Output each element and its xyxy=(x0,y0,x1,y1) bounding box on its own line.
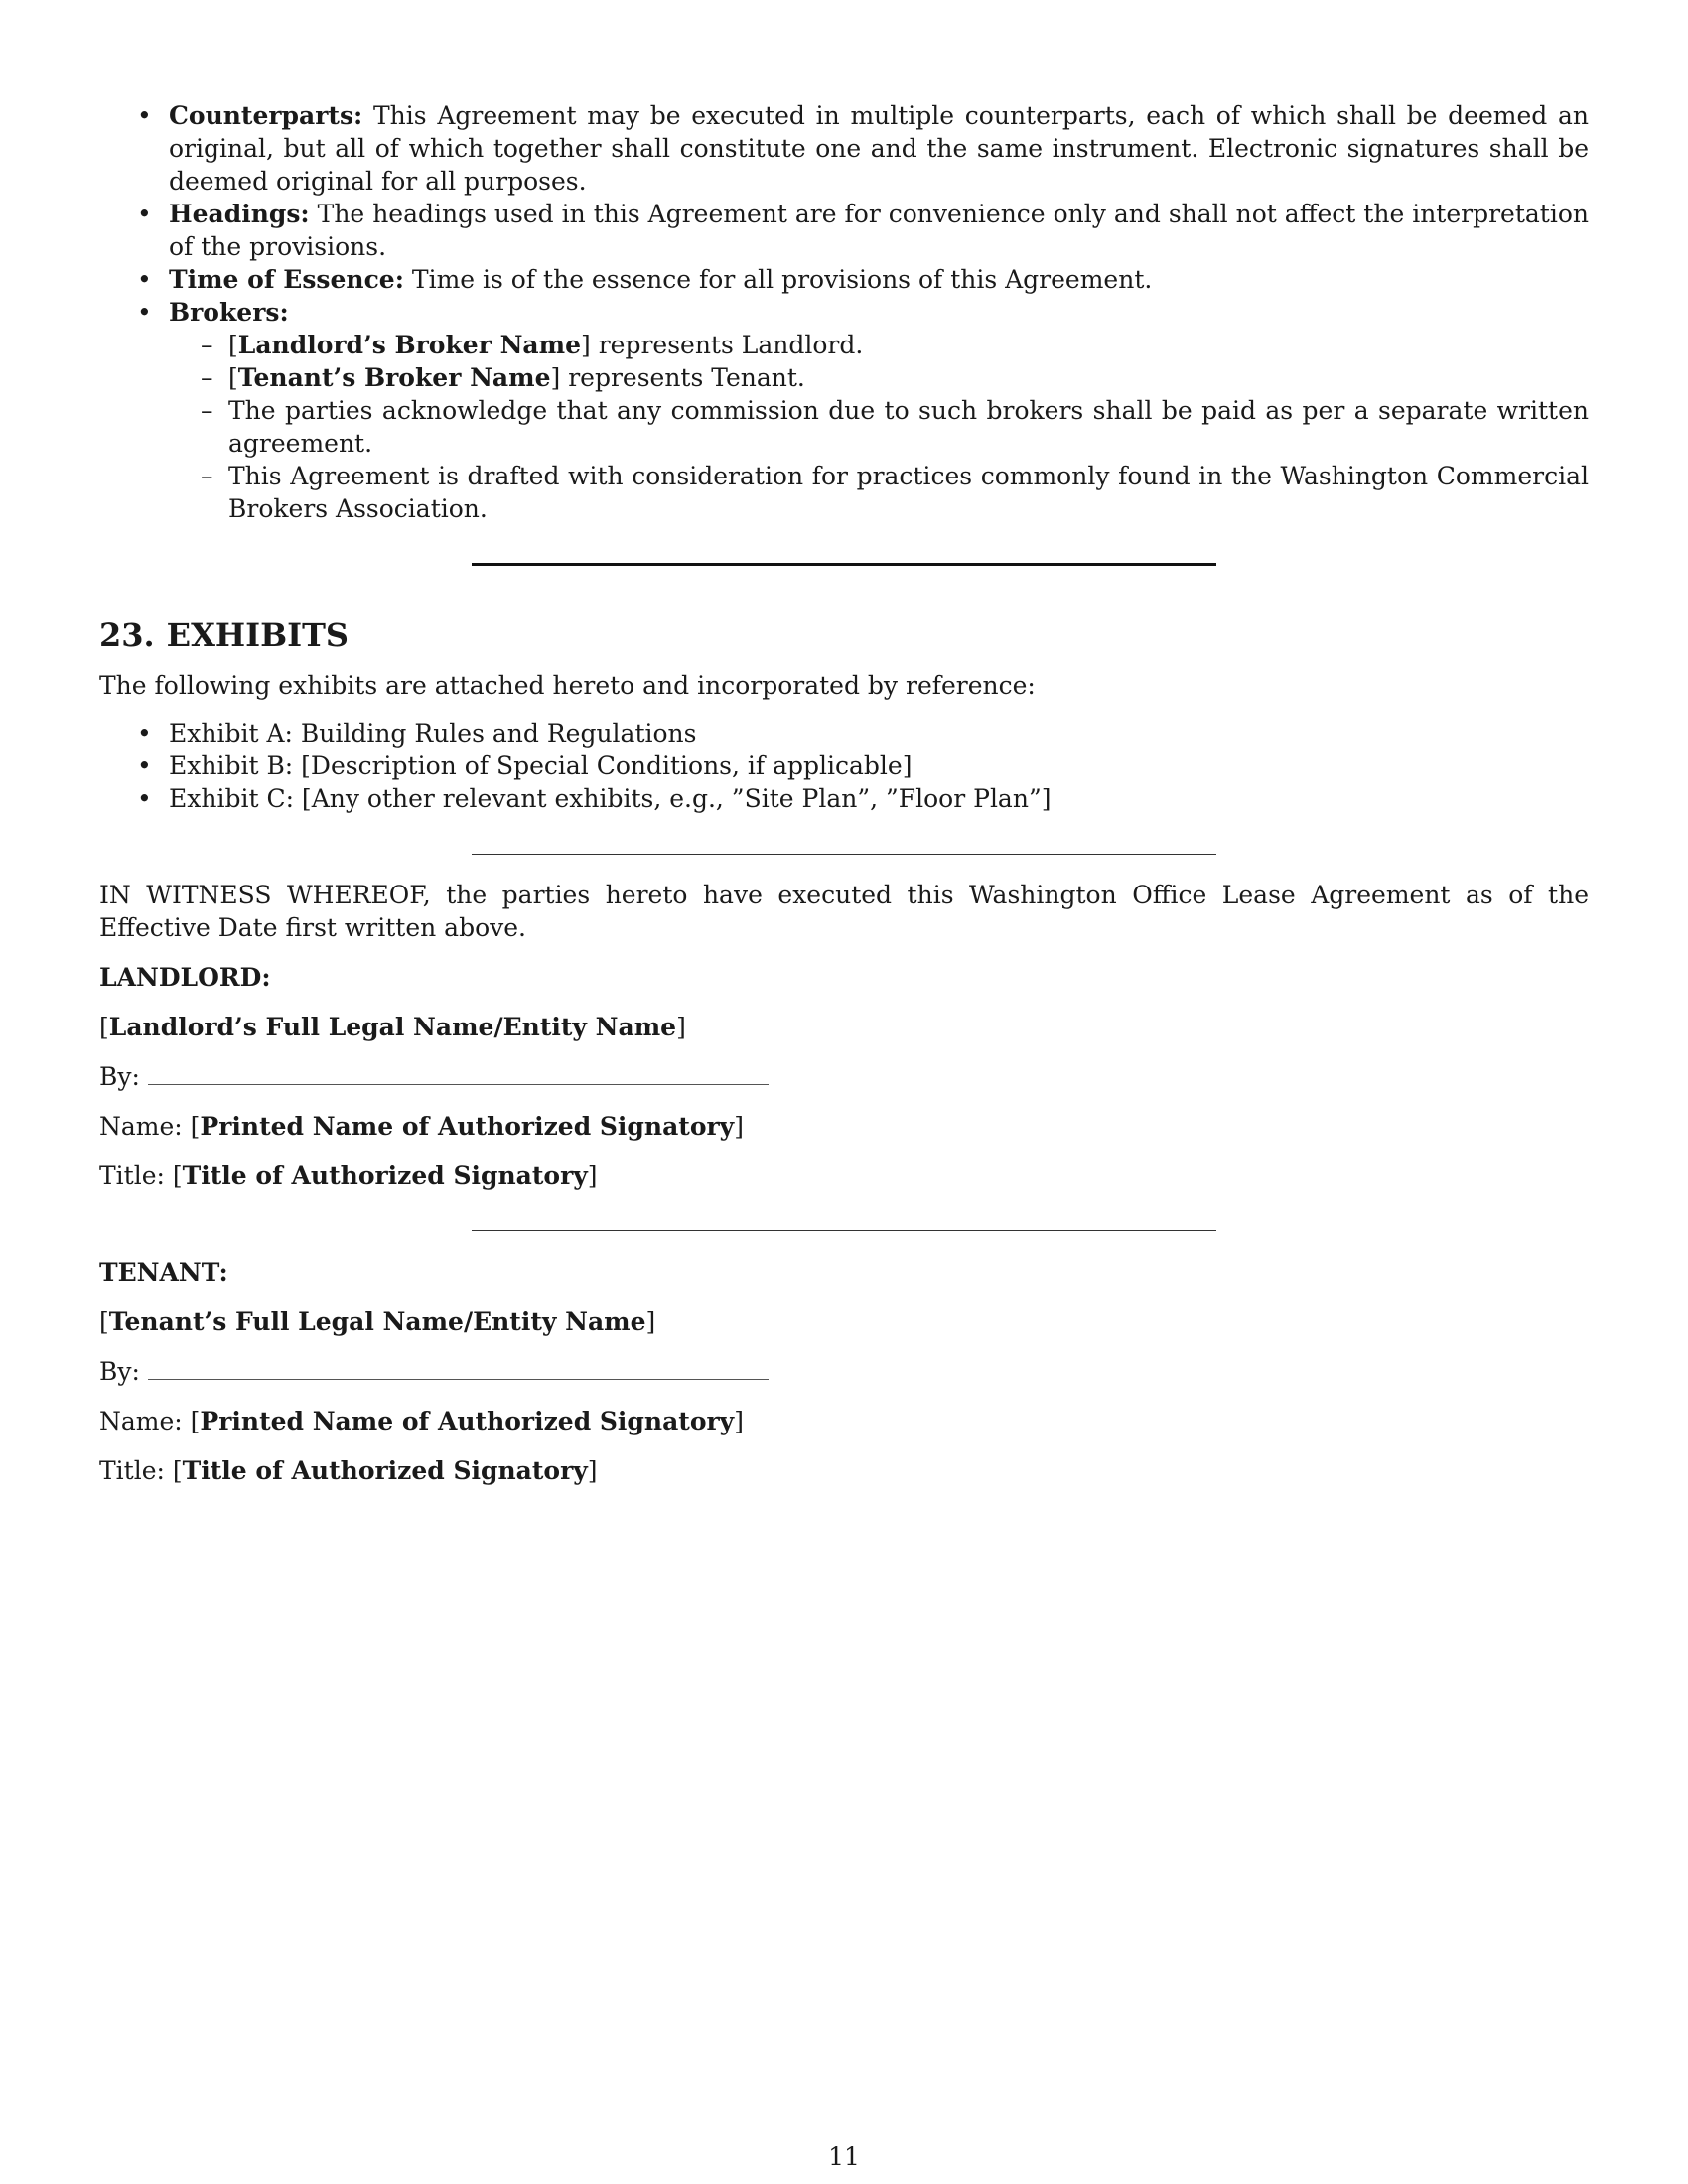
landlord-heading: LANDLORD: xyxy=(99,963,271,992)
landlord-signature-line[interactable] xyxy=(148,1060,769,1085)
name-label: Name: xyxy=(99,1407,183,1435)
tenant-name-line: Name: [Printed Name of Authorized Signatory] xyxy=(99,1407,744,1435)
exhibit-item: • Exhibit B: [Description of Special Conditions, if applicable] xyxy=(99,750,1589,782)
tenant-entity-name: Tenant’s Full Legal Name/Entity Name xyxy=(108,1307,646,1336)
title-label: Title: xyxy=(99,1161,165,1190)
witness-paragraph: IN WITNESS WHEREOF, the parties hereto have executed this Washington Office Lease Agreement as of the Effective Date first written above. xyxy=(99,881,1589,942)
section-number: 23. xyxy=(99,616,155,654)
headings-item xyxy=(99,198,1589,263)
landlord-title-value: Title of Authorized Signatory xyxy=(182,1161,588,1190)
broker-subitem xyxy=(169,394,1589,460)
broker-subitem: – [Landlord’s Broker Name] represents Landlord. xyxy=(169,329,1589,361)
headings-label: Headings: xyxy=(169,200,310,228)
provisions-list xyxy=(99,99,1589,525)
headings-text: The headings used in this Agreement are for convenience only and shall not affect the interpretation of the provisions. xyxy=(169,200,1589,261)
section-divider xyxy=(472,563,1216,566)
landlord-title-line: Title: [Title of Authorized Signatory] xyxy=(99,1161,598,1190)
tenant-title-value: Title of Authorized Signatory xyxy=(182,1456,588,1485)
broker-subitem-text: The parties acknowledge that any commission due to such brokers shall be paid as per a separate written agreement. xyxy=(228,396,1589,458)
page-number: 11 xyxy=(828,2142,860,2171)
brokers-sublist xyxy=(169,329,1589,525)
tenant-entity-line: [Tenant’s Full Legal Name/Entity Name] xyxy=(99,1307,656,1336)
counterparts-label: Counterparts: xyxy=(169,101,363,130)
tenant-signature-line[interactable] xyxy=(148,1355,769,1380)
tenant-title-line: Title: [Title of Authorized Signatory] xyxy=(99,1456,598,1485)
section-divider xyxy=(472,1230,1216,1231)
section-title: EXHIBITS xyxy=(166,616,350,654)
by-label: By: xyxy=(99,1062,140,1091)
broker-subitem xyxy=(169,460,1589,525)
landlord-name-line: Name: [Printed Name of Authorized Signatory] xyxy=(99,1112,744,1141)
section-divider xyxy=(472,854,1216,855)
landlord-broker-name: Landlord’s Broker Name xyxy=(237,331,581,359)
page-content xyxy=(99,99,1589,1487)
title-label: Title: xyxy=(99,1456,165,1485)
landlord-printed-name: Printed Name of Authorized Signatory xyxy=(200,1112,735,1141)
brokers-item xyxy=(99,296,1589,525)
counterparts-item xyxy=(99,99,1589,198)
exhibit-item: • Exhibit A: Building Rules and Regulations xyxy=(99,717,1589,750)
broker-subitem: – [Tenant’s Broker Name] represents Tenant. xyxy=(169,361,1589,394)
time-of-essence-text: Time is of the essence for all provisions of this Agreement. xyxy=(411,265,1153,294)
tenant-broker-name: Tenant’s Broker Name xyxy=(237,363,551,392)
exhibits-heading xyxy=(99,615,1589,655)
time-of-essence-item xyxy=(99,263,1589,296)
broker-subitem-text: represents Tenant. xyxy=(560,363,805,392)
exhibit-item: • Exhibit C: [Any other relevant exhibits, e.g., ”Site Plan”, ”Floor Plan”] xyxy=(99,782,1589,815)
landlord-entity-name: Landlord’s Full Legal Name/Entity Name xyxy=(108,1013,677,1041)
time-of-essence-label: Time of Essence: xyxy=(169,265,404,294)
exhibits-intro: The following exhibits are attached hereto and incorporated by reference: xyxy=(99,671,1036,700)
broker-subitem-text: represents Landlord. xyxy=(590,331,864,359)
counterparts-text: This Agreement may be executed in multiple counterparts, each of which shall be deemed an original, but all of which together shall constitute one and the same instrument. Electronic signatures shall be deemed original for all purposes. xyxy=(169,101,1590,196)
name-label: Name: xyxy=(99,1112,183,1141)
tenant-by-line xyxy=(99,1355,1589,1388)
tenant-printed-name: Printed Name of Authorized Signatory xyxy=(200,1407,735,1435)
exhibits-list xyxy=(99,717,1589,815)
tenant-heading: TENANT: xyxy=(99,1258,228,1287)
landlord-by-line xyxy=(99,1060,1589,1093)
landlord-entity-line: [Landlord’s Full Legal Name/Entity Name] xyxy=(99,1013,686,1041)
broker-subitem-text: This Agreement is drafted with consideration for practices commonly found in the Washington Commercial Brokers Association. xyxy=(228,462,1589,523)
by-label: By: xyxy=(99,1357,140,1386)
brokers-label: Brokers: xyxy=(169,298,289,327)
